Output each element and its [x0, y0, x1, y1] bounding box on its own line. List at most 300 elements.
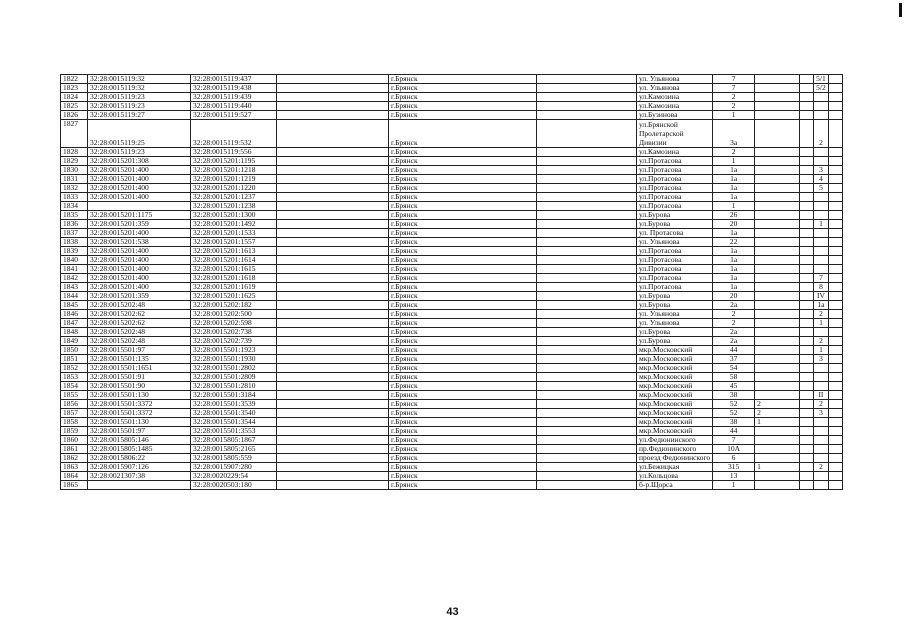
house-number-cell: 7	[713, 75, 755, 84]
floor-cell	[800, 265, 814, 274]
empty-cell	[277, 93, 389, 102]
house-number-cell: 7	[713, 84, 755, 93]
apartment-number-cell: 1	[814, 319, 829, 328]
table-row	[61, 355, 843, 364]
city-cell: г.Брянск	[389, 364, 537, 373]
parcel-cadastral-number-cell: 32:28:0015202:48	[88, 301, 191, 310]
house-number-cell: 1а	[713, 166, 755, 175]
house-number-cell: 2	[713, 93, 755, 102]
object-cadastral-number-cell: 32:28:0015202:182	[191, 301, 277, 310]
empty-cell	[537, 310, 637, 319]
empty-cell	[828, 481, 842, 490]
apartment-number-cell	[814, 418, 829, 427]
city-cell: г.Брянск	[389, 454, 537, 463]
city-cell: г.Брянск	[389, 373, 537, 382]
empty-cell	[828, 202, 842, 211]
table-row	[61, 418, 843, 427]
street-cell: ул.Протасова	[637, 175, 713, 184]
parcel-cadastral-number-cell: 32:28:0015201:538	[88, 238, 191, 247]
parcel-cadastral-number-cell: 32:28:0015805:1485	[88, 445, 191, 454]
empty-cell	[537, 355, 637, 364]
house-number-cell: 1а	[713, 184, 755, 193]
empty-cell	[828, 355, 842, 364]
empty-cell	[537, 328, 637, 337]
apartment-number-cell	[814, 382, 829, 391]
table-row	[61, 274, 843, 283]
street-cell: ул.Бурова	[637, 337, 713, 346]
floor-cell	[800, 238, 814, 247]
house-number-cell: 58	[713, 373, 755, 382]
empty-cell	[537, 364, 637, 373]
floor-cell	[800, 102, 814, 111]
floor-cell	[800, 346, 814, 355]
object-cadastral-number-cell: 32:28:0015202:738	[191, 328, 277, 337]
table-row	[61, 265, 843, 274]
object-cadastral-number-cell: 32:28:0015501:3540	[191, 409, 277, 418]
street-cell: ул.Протасова	[637, 247, 713, 256]
apartment-number-cell: 2	[814, 400, 829, 409]
empty-cell	[828, 229, 842, 238]
house-number-cell: 52	[713, 400, 755, 409]
apartment-number-cell	[814, 238, 829, 247]
empty-cell	[537, 157, 637, 166]
empty-cell	[277, 427, 389, 436]
city-cell: г.Брянск	[389, 391, 537, 400]
row-number-cell: 1858	[61, 418, 88, 427]
house-number-cell: 1	[713, 111, 755, 120]
empty-cell	[537, 427, 637, 436]
street-cell: мкр.Московский	[637, 346, 713, 355]
empty-cell	[277, 148, 389, 157]
house-number-cell: 1а	[713, 247, 755, 256]
floor-cell	[800, 157, 814, 166]
street-cell: мкр.Московский	[637, 400, 713, 409]
apartment-number-cell: 5/1	[814, 75, 829, 84]
parcel-cadastral-number-cell: 32:28:0015119:25	[88, 120, 191, 148]
parcel-cadastral-number-cell: 32:28:0015119:32	[88, 84, 191, 93]
empty-cell	[277, 292, 389, 301]
empty-cell	[277, 391, 389, 400]
floor-cell	[800, 481, 814, 490]
empty-cell	[277, 319, 389, 328]
floor-cell	[800, 445, 814, 454]
street-cell: ул.Протасова	[637, 256, 713, 265]
street-cell: мкр.Московский	[637, 382, 713, 391]
building-corpus-cell	[755, 157, 800, 166]
street-cell: ул.Протасова	[637, 184, 713, 193]
building-corpus-cell	[755, 256, 800, 265]
empty-cell	[828, 418, 842, 427]
table-row	[61, 247, 843, 256]
parcel-cadastral-number-cell	[88, 202, 191, 211]
row-number-cell: 1844	[61, 292, 88, 301]
empty-cell	[537, 400, 637, 409]
house-number-cell: 2а	[713, 301, 755, 310]
city-cell: г.Брянск	[389, 166, 537, 175]
apartment-number-cell	[814, 102, 829, 111]
empty-cell	[828, 111, 842, 120]
row-number-cell: 1829	[61, 157, 88, 166]
house-number-cell: 1	[713, 157, 755, 166]
empty-cell	[828, 319, 842, 328]
empty-cell	[277, 445, 389, 454]
parcel-cadastral-number-cell: 32:28:0015201:400	[88, 229, 191, 238]
street-cell: ул.Бурова	[637, 292, 713, 301]
building-corpus-cell	[755, 472, 800, 481]
empty-cell	[828, 463, 842, 472]
house-number-cell: 1а	[713, 265, 755, 274]
floor-cell	[800, 211, 814, 220]
empty-cell	[537, 184, 637, 193]
row-number-cell: 1855	[61, 391, 88, 400]
apartment-number-cell: 5	[814, 184, 829, 193]
row-number-cell: 1833	[61, 193, 88, 202]
parcel-cadastral-number-cell: 32:28:0015201:359	[88, 292, 191, 301]
city-cell: г.Брянск	[389, 175, 537, 184]
apartment-number-cell	[814, 211, 829, 220]
parcel-cadastral-number-cell: 32:28:0015201:400	[88, 274, 191, 283]
building-corpus-cell: 2	[755, 409, 800, 418]
building-corpus-cell	[755, 454, 800, 463]
row-number-cell: 1863	[61, 463, 88, 472]
empty-cell	[277, 211, 389, 220]
empty-cell	[537, 75, 637, 84]
table-row	[61, 175, 843, 184]
object-cadastral-number-cell: 32:28:0015119:527	[191, 111, 277, 120]
empty-cell	[537, 373, 637, 382]
table-row	[61, 427, 843, 436]
building-corpus-cell	[755, 184, 800, 193]
empty-cell	[277, 472, 389, 481]
empty-cell	[277, 166, 389, 175]
empty-cell	[828, 75, 842, 84]
table-row	[61, 481, 843, 490]
empty-cell	[537, 301, 637, 310]
table-row	[61, 220, 843, 229]
street-cell: ул.Протасова	[637, 157, 713, 166]
empty-cell	[828, 166, 842, 175]
floor-cell	[800, 319, 814, 328]
empty-cell	[537, 93, 637, 102]
floor-cell	[800, 418, 814, 427]
city-cell: г.Брянск	[389, 229, 537, 238]
empty-cell	[828, 93, 842, 102]
parcel-cadastral-number-cell: 32:28:0015201:400	[88, 166, 191, 175]
floor-cell	[800, 84, 814, 93]
object-cadastral-number-cell: 32:28:0015201:1614	[191, 256, 277, 265]
city-cell: г.Брянск	[389, 463, 537, 472]
building-corpus-cell: 2	[755, 400, 800, 409]
empty-cell	[828, 337, 842, 346]
parcel-cadastral-number-cell: 32:28:0015119:23	[88, 102, 191, 111]
table-row	[61, 202, 843, 211]
row-number-cell: 1846	[61, 310, 88, 319]
city-cell: г.Брянск	[389, 400, 537, 409]
building-corpus-cell	[755, 274, 800, 283]
empty-cell	[828, 184, 842, 193]
parcel-cadastral-number-cell: 32:28:0015201:400	[88, 265, 191, 274]
apartment-number-cell: 2	[814, 337, 829, 346]
row-number-cell: 1843	[61, 283, 88, 292]
city-cell: г.Брянск	[389, 328, 537, 337]
row-number-cell: 1825	[61, 102, 88, 111]
table-row	[61, 328, 843, 337]
table-row	[61, 454, 843, 463]
table-row	[61, 193, 843, 202]
empty-cell	[277, 310, 389, 319]
object-cadastral-number-cell: 32:28:0015501:1930	[191, 355, 277, 364]
building-corpus-cell	[755, 238, 800, 247]
street-cell: ул. Ульянова	[637, 238, 713, 247]
empty-cell	[277, 175, 389, 184]
row-number-cell: 1852	[61, 364, 88, 373]
city-cell: г.Брянск	[389, 445, 537, 454]
street-cell: б-р.Щорса	[637, 481, 713, 490]
street-cell: мкр.Московский	[637, 409, 713, 418]
object-cadastral-number-cell: 32:28:0015201:1492	[191, 220, 277, 229]
building-corpus-cell	[755, 84, 800, 93]
row-number-cell: 1850	[61, 346, 88, 355]
street-cell: мкр.Московский	[637, 427, 713, 436]
row-number-cell: 1840	[61, 256, 88, 265]
empty-cell	[277, 454, 389, 463]
building-corpus-cell	[755, 292, 800, 301]
empty-cell	[537, 445, 637, 454]
empty-cell	[277, 75, 389, 84]
empty-cell	[277, 301, 389, 310]
floor-cell	[800, 247, 814, 256]
empty-cell	[277, 247, 389, 256]
floor-cell	[800, 472, 814, 481]
empty-cell	[277, 463, 389, 472]
street-cell: ул. Ульянова	[637, 75, 713, 84]
row-number-cell: 1828	[61, 148, 88, 157]
building-corpus-cell	[755, 175, 800, 184]
apartment-number-cell: IV	[814, 292, 829, 301]
house-number-cell: 54	[713, 364, 755, 373]
building-corpus-cell	[755, 75, 800, 84]
house-number-cell: 2	[713, 319, 755, 328]
city-cell: г.Брянск	[389, 247, 537, 256]
empty-cell	[537, 418, 637, 427]
parcel-cadastral-number-cell: 32:28:0015201:1175	[88, 211, 191, 220]
apartment-number-cell	[814, 364, 829, 373]
street-cell: ул. Протасова	[637, 229, 713, 238]
street-cell: ул.Протасова	[637, 166, 713, 175]
parcel-cadastral-number-cell: 32:28:0015501:91	[88, 373, 191, 382]
object-cadastral-number-cell: 32:28:0015201:1625	[191, 292, 277, 301]
empty-cell	[828, 193, 842, 202]
object-cadastral-number-cell: 32:28:0015201:1237	[191, 193, 277, 202]
apartment-number-cell: 1а	[814, 301, 829, 310]
table-row	[61, 102, 843, 111]
parcel-cadastral-number-cell: 32:28:0015201:400	[88, 184, 191, 193]
building-corpus-cell	[755, 310, 800, 319]
apartment-number-cell	[814, 157, 829, 166]
floor-cell	[800, 184, 814, 193]
empty-cell	[277, 481, 389, 490]
building-corpus-cell	[755, 102, 800, 111]
building-corpus-cell	[755, 166, 800, 175]
row-number-cell: 1835	[61, 211, 88, 220]
row-number-cell: 1823	[61, 84, 88, 93]
table-row	[61, 120, 843, 148]
row-number-cell: 1847	[61, 319, 88, 328]
city-cell: г.Брянск	[389, 472, 537, 481]
object-cadastral-number-cell: 32:28:0015501:3553	[191, 427, 277, 436]
building-corpus-cell	[755, 111, 800, 120]
empty-cell	[537, 175, 637, 184]
floor-cell	[800, 373, 814, 382]
empty-cell	[537, 84, 637, 93]
page-number: 43	[446, 606, 459, 618]
empty-cell	[828, 84, 842, 93]
street-cell: ул.Камозина	[637, 148, 713, 157]
empty-cell	[537, 481, 637, 490]
empty-cell	[828, 364, 842, 373]
empty-cell	[537, 382, 637, 391]
parcel-cadastral-number-cell: 32:28:0015501:97	[88, 427, 191, 436]
empty-cell	[277, 220, 389, 229]
street-cell: мкр.Московский	[637, 355, 713, 364]
object-cadastral-number-cell: 32:28:0015119:439	[191, 93, 277, 102]
row-number-cell: 1856	[61, 400, 88, 409]
empty-cell	[537, 265, 637, 274]
building-corpus-cell	[755, 436, 800, 445]
empty-cell	[537, 391, 637, 400]
city-cell: г.Брянск	[389, 211, 537, 220]
city-cell: г.Брянск	[389, 481, 537, 490]
object-cadastral-number-cell: 32:28:0015201:1300	[191, 211, 277, 220]
empty-cell	[277, 111, 389, 120]
row-number-cell: 1836	[61, 220, 88, 229]
apartment-number-cell	[814, 256, 829, 265]
empty-cell	[277, 400, 389, 409]
floor-cell	[800, 400, 814, 409]
object-cadastral-number-cell: 32:28:0020503:180	[191, 481, 277, 490]
empty-cell	[828, 310, 842, 319]
table-row	[61, 166, 843, 175]
street-cell: ул.Кольцова	[637, 472, 713, 481]
row-number-cell: 1839	[61, 247, 88, 256]
building-corpus-cell	[755, 265, 800, 274]
empty-cell	[277, 193, 389, 202]
floor-cell	[800, 382, 814, 391]
city-cell: г.Брянск	[389, 111, 537, 120]
table-row	[61, 157, 843, 166]
empty-cell	[537, 211, 637, 220]
parcel-cadastral-number-cell: 32:28:0015501:130	[88, 418, 191, 427]
table-row	[61, 463, 843, 472]
empty-cell	[537, 346, 637, 355]
street-cell: мкр.Московский	[637, 391, 713, 400]
row-number-cell: 1841	[61, 265, 88, 274]
object-cadastral-number-cell: 32:28:0015501:3544	[191, 418, 277, 427]
floor-cell	[800, 111, 814, 120]
city-cell: г.Брянск	[389, 265, 537, 274]
row-number-cell: 1861	[61, 445, 88, 454]
empty-cell	[277, 409, 389, 418]
city-cell: г.Брянск	[389, 310, 537, 319]
street-cell: ул. Ульянова	[637, 84, 713, 93]
street-cell: мкр.Московский	[637, 418, 713, 427]
row-number-cell: 1859	[61, 427, 88, 436]
empty-cell	[537, 202, 637, 211]
table-row	[61, 229, 843, 238]
row-number-cell: 1826	[61, 111, 88, 120]
building-corpus-cell	[755, 211, 800, 220]
street-cell: ул.Федюнинского	[637, 436, 713, 445]
apartment-number-cell: 3	[814, 166, 829, 175]
apartment-number-cell: 1	[814, 220, 829, 229]
empty-cell	[828, 346, 842, 355]
city-cell: г.Брянск	[389, 193, 537, 202]
building-corpus-cell	[755, 247, 800, 256]
apartment-number-cell: II	[814, 391, 829, 400]
apartment-number-cell	[814, 373, 829, 382]
empty-cell	[828, 409, 842, 418]
table-row	[61, 283, 843, 292]
table-row	[61, 409, 843, 418]
object-cadastral-number-cell: 32:28:0015201:1557	[191, 238, 277, 247]
parcel-cadastral-number-cell: 32:28:0015501:3372	[88, 400, 191, 409]
row-number-cell: 1853	[61, 373, 88, 382]
city-cell: г.Брянск	[389, 427, 537, 436]
empty-cell	[828, 301, 842, 310]
apartment-number-cell	[814, 247, 829, 256]
floor-cell	[800, 120, 814, 148]
floor-cell	[800, 93, 814, 102]
building-corpus-cell	[755, 391, 800, 400]
street-cell: мкр.Московский	[637, 364, 713, 373]
empty-cell	[537, 292, 637, 301]
house-number-cell: 1а	[713, 256, 755, 265]
parcel-cadastral-number-cell: 32:28:0015501:90	[88, 382, 191, 391]
house-number-cell: 20	[713, 220, 755, 229]
empty-cell	[537, 247, 637, 256]
empty-cell	[277, 328, 389, 337]
parcel-cadastral-number-cell: 32:28:0015201:400	[88, 283, 191, 292]
empty-cell	[828, 102, 842, 111]
building-corpus-cell	[755, 346, 800, 355]
floor-cell	[800, 283, 814, 292]
street-cell: ул.Протасова	[637, 283, 713, 292]
floor-cell	[800, 175, 814, 184]
floor-cell	[800, 292, 814, 301]
building-corpus-cell	[755, 301, 800, 310]
table-row	[61, 211, 843, 220]
table-row	[61, 472, 843, 481]
house-number-cell: 3а	[713, 120, 755, 148]
house-number-cell: 1а	[713, 274, 755, 283]
apartment-number-cell: 5/2	[814, 84, 829, 93]
empty-cell	[537, 229, 637, 238]
parcel-cadastral-number-cell: 32:28:0015202:48	[88, 337, 191, 346]
floor-cell	[800, 337, 814, 346]
building-corpus-cell	[755, 427, 800, 436]
empty-cell	[277, 202, 389, 211]
row-number-cell: 1838	[61, 238, 88, 247]
street-cell: ул.Бурова	[637, 301, 713, 310]
street-cell: ул.Камозина	[637, 93, 713, 102]
object-cadastral-number-cell: 32:28:0015201:1219	[191, 175, 277, 184]
table-row	[61, 75, 843, 84]
empty-cell	[537, 102, 637, 111]
table-row	[61, 400, 843, 409]
row-number-cell: 1830	[61, 166, 88, 175]
city-cell: г.Брянск	[389, 274, 537, 283]
parcel-cadastral-number-cell: 32:28:0015201:400	[88, 193, 191, 202]
